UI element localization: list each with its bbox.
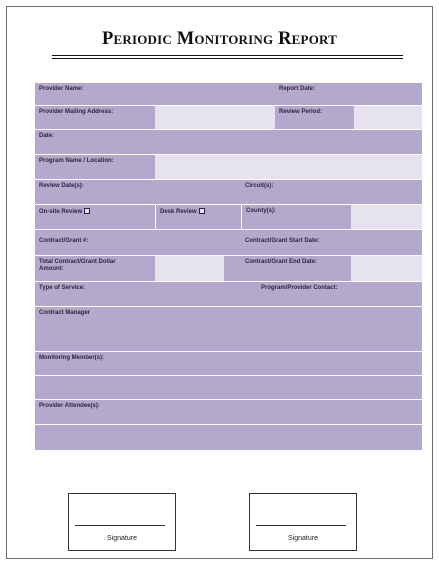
type-of-service-field[interactable]: [35, 282, 257, 306]
signature-box-1[interactable]: [68, 493, 176, 551]
page-title-text: Periodic Monitoring Report: [101, 29, 338, 49]
review-period-label-cell: [275, 106, 354, 129]
onsite-review-cell: [35, 205, 155, 229]
review-dates-label: Review Date(s):: [39, 183, 84, 189]
program-name-input[interactable]: [155, 155, 422, 179]
dollar-amount-label-cell: [35, 256, 155, 281]
counties-label: County(s):: [246, 208, 276, 214]
onsite-review-label: On-site Review: [39, 209, 83, 215]
provider-attendees-field[interactable]: [35, 400, 422, 424]
mailing-address-label: Provider Mailing Address:: [39, 109, 114, 115]
report-page: [6, 6, 433, 559]
review-period-input[interactable]: [354, 106, 422, 129]
signature-label-1: Signature: [107, 535, 137, 542]
contract-grant-no-field[interactable]: [35, 230, 241, 255]
report-date-field[interactable]: [275, 83, 422, 105]
signature-line-2: [256, 525, 346, 526]
title-underline-bottom: [52, 58, 403, 59]
dollar-amount-input[interactable]: [155, 256, 224, 281]
row-mailing-address: [35, 105, 422, 129]
row-monitoring-members: [35, 351, 422, 375]
report-date-label: Report Date:: [279, 86, 316, 92]
row-program-name: [35, 154, 422, 179]
contract-grant-no-label: Contract/Grant #:: [39, 238, 89, 244]
signature-line-1: [75, 525, 165, 526]
signature-label-2: Signature: [288, 535, 318, 542]
provider-attendees-extra-field[interactable]: [35, 425, 422, 450]
date-field[interactable]: [35, 130, 422, 154]
circuits-label: Circuit(s):: [245, 183, 274, 189]
row-review-type: [35, 204, 422, 229]
contract-manager-label: Contract Manager: [39, 310, 91, 316]
desk-review-cell: [155, 205, 241, 229]
row-provider-attendees: [35, 399, 422, 424]
circuits-field[interactable]: [241, 180, 422, 204]
monitoring-members-label: Monitoring Member(s):: [39, 355, 104, 361]
row-provider-attendees-continued: [35, 424, 422, 450]
contract-start-date-field[interactable]: [241, 230, 422, 255]
contract-start-date-label: Contract/Grant Start Date:: [245, 238, 320, 244]
counties-input[interactable]: [351, 205, 422, 229]
title-underline-top: [52, 55, 403, 56]
mailing-address-label-cell: [35, 106, 155, 129]
signature-box-2[interactable]: [249, 493, 357, 551]
review-period-label: Review Period:: [279, 109, 323, 115]
end-date-label-cell: [224, 256, 351, 281]
review-dates-field[interactable]: [35, 180, 241, 204]
row-provider-name: [35, 83, 422, 105]
monitoring-members-extra-field[interactable]: [35, 376, 422, 399]
contract-manager-field[interactable]: [35, 307, 422, 351]
mailing-address-input[interactable]: [155, 106, 275, 129]
provider-name-field[interactable]: [35, 83, 275, 105]
row-type-of-service: [35, 281, 422, 306]
program-contact-label: Program/Provider Contact:: [261, 285, 338, 291]
onsite-review-checkbox[interactable]: [84, 208, 90, 214]
desk-review-label: Desk Review: [160, 209, 197, 215]
date-label: Date:: [39, 133, 55, 139]
program-contact-field[interactable]: [257, 282, 422, 306]
row-review-dates: [35, 179, 422, 204]
row-dollar-amount: [35, 255, 422, 281]
report-form: [35, 83, 422, 450]
end-date-label: Contract/Grant End Date:: [245, 259, 318, 265]
program-name-label: Program Name / Location:: [39, 158, 114, 164]
type-of-service-label: Type of Service:: [39, 285, 85, 291]
monitoring-members-field[interactable]: [35, 352, 422, 375]
provider-name-label: Provider Name:: [39, 86, 84, 92]
row-contract-manager: [35, 306, 422, 351]
counties-label-cell: [241, 205, 351, 229]
page-title: [7, 29, 432, 50]
row-contract-grant: [35, 229, 422, 255]
row-monitoring-members-continued: [35, 375, 422, 399]
end-date-input[interactable]: [351, 256, 422, 281]
program-name-label-cell: [35, 155, 155, 179]
desk-review-checkbox[interactable]: [199, 208, 205, 214]
row-date: [35, 129, 422, 154]
dollar-amount-label: Total Contract/Grant Dollar Amount:: [39, 259, 116, 272]
provider-attendees-label: Provider Attendee(s):: [39, 403, 100, 409]
